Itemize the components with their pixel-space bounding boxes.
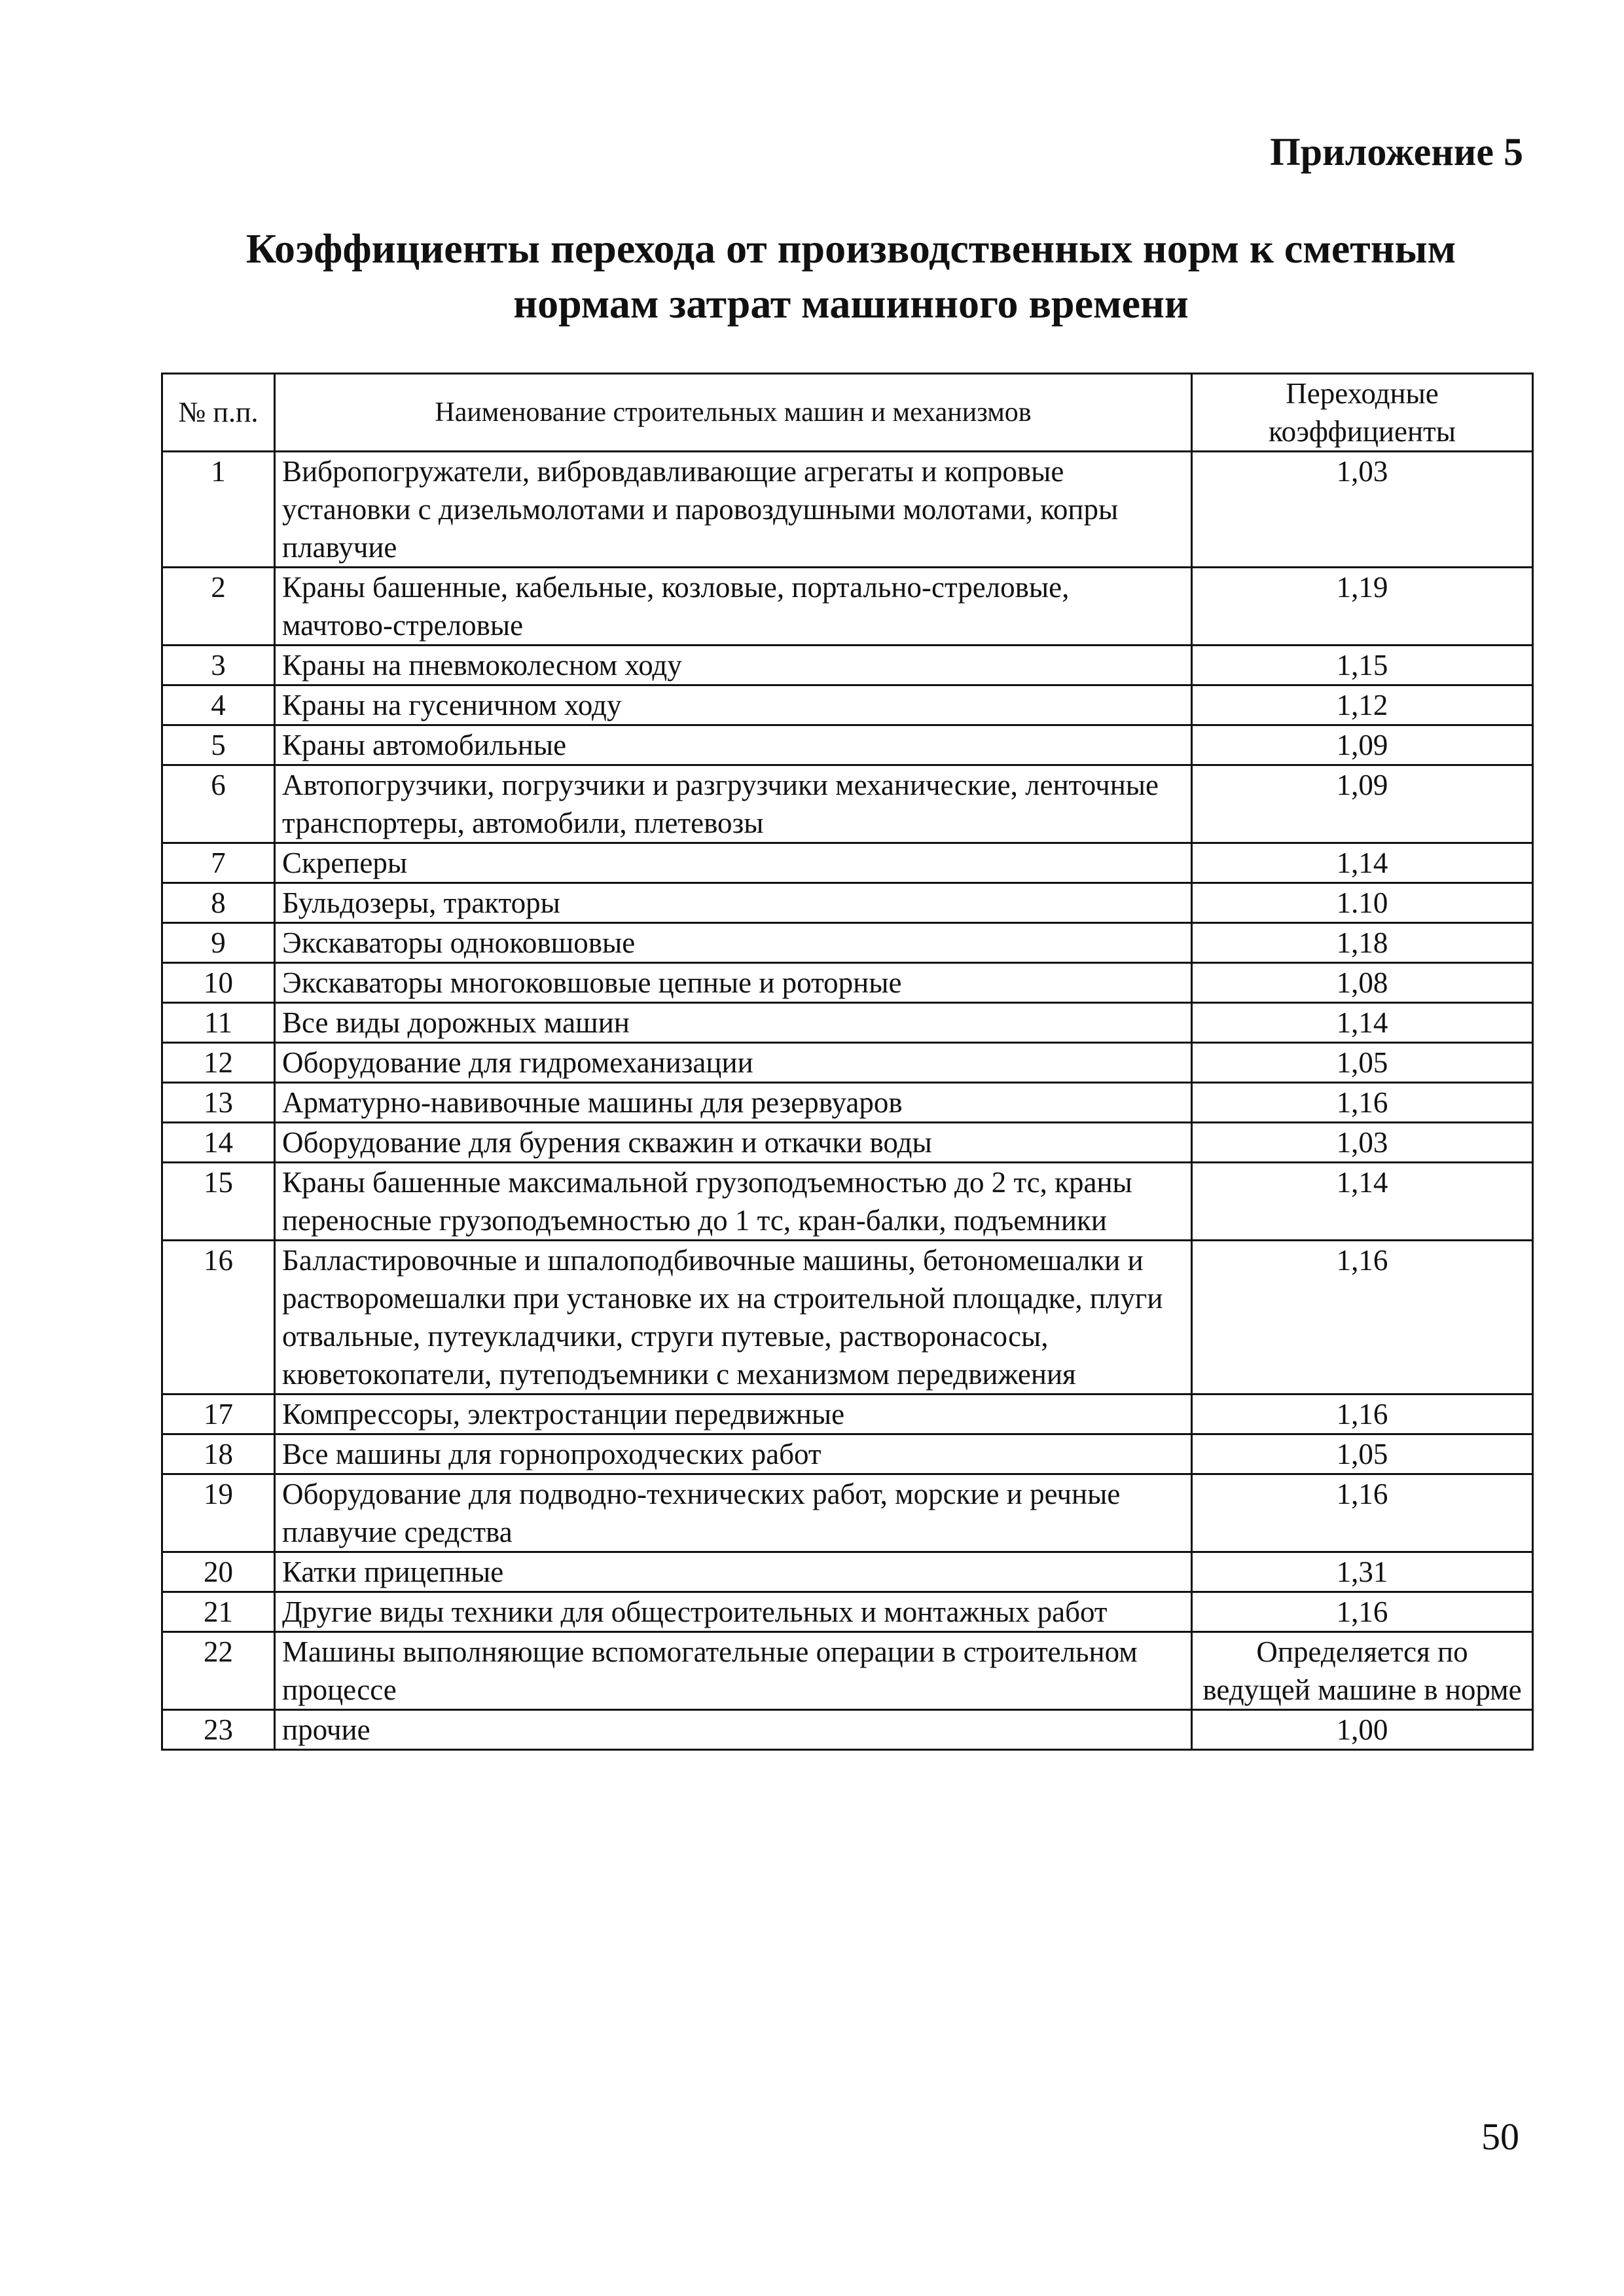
column-header-coef: Переходные коэффициенты <box>1192 374 1533 452</box>
machine-name: Краны башенные, кабельные, козловые, портально-стреловые, мачтово-стреловые <box>275 568 1192 646</box>
transition-coefficient: 1.10 <box>1192 883 1533 923</box>
machine-name: Другие виды техники для общестроительных и монтажных работ <box>275 1592 1192 1632</box>
transition-coefficient: 1,03 <box>1192 1123 1533 1163</box>
row-number: 14 <box>162 1123 275 1163</box>
machine-name: Скреперы <box>275 843 1192 883</box>
machine-name: Краны башенные максимальной грузоподъемностью до 2 тс, краны переносные грузоподъемностью до 1 тс, кран-балки, подъемники <box>275 1163 1192 1241</box>
machine-name: Машины выполняющие вспомогательные операции в строительном процессе <box>275 1632 1192 1710</box>
machine-name: Краны автомобильные <box>275 725 1192 765</box>
table-row <box>162 1123 1533 1163</box>
table-row <box>162 963 1533 1003</box>
column-header-name: Наименование строительных машин и механизмов <box>275 374 1192 452</box>
machine-name: Бульдозеры, тракторы <box>275 883 1192 923</box>
machine-name: Все виды дорожных машин <box>275 1003 1192 1043</box>
row-number: 2 <box>162 568 275 646</box>
transition-coefficient: 1,16 <box>1192 1592 1533 1632</box>
table-row <box>162 685 1533 725</box>
table-row <box>162 1163 1533 1241</box>
transition-coefficient: 1,16 <box>1192 1394 1533 1434</box>
machine-name: Автопогрузчики, погрузчики и разгрузчики механические, ленточные транспортеры, автомобили, плетевозы <box>275 765 1192 843</box>
transition-coefficient: 1,05 <box>1192 1434 1533 1474</box>
table-row <box>162 646 1533 685</box>
transition-coefficient: 1,18 <box>1192 923 1533 963</box>
transition-coefficient: 1,14 <box>1192 843 1533 883</box>
row-number: 8 <box>162 883 275 923</box>
coefficients-table <box>161 373 1534 1751</box>
machine-name: Все машины для горнопроходческих работ <box>275 1434 1192 1474</box>
machine-name: Оборудование для бурения скважин и откачки воды <box>275 1123 1192 1163</box>
row-number: 17 <box>162 1394 275 1434</box>
table-row <box>162 765 1533 843</box>
row-number: 7 <box>162 843 275 883</box>
transition-coefficient: 1,05 <box>1192 1043 1533 1083</box>
table-row <box>162 1394 1533 1434</box>
page-number: 50 <box>1481 2115 1519 2158</box>
table-row <box>162 1552 1533 1592</box>
machine-name: Арматурно-навивочные машины для резервуаров <box>275 1083 1192 1123</box>
transition-coefficient: 1,12 <box>1192 685 1533 725</box>
table-row <box>162 883 1533 923</box>
machine-name: Краны на гусеничном ходу <box>275 685 1192 725</box>
table-row <box>162 1083 1533 1123</box>
transition-coefficient: 1,31 <box>1192 1552 1533 1592</box>
transition-coefficient: Определяется по ведущей машине в норме <box>1192 1632 1533 1710</box>
title-line-2: нормам затрат машинного времени <box>513 280 1189 327</box>
column-header-num: № п.п. <box>162 374 275 452</box>
machine-name: Оборудование для подводно-технических работ, морские и речные плавучие средства <box>275 1474 1192 1552</box>
transition-coefficient: 1,00 <box>1192 1710 1533 1750</box>
row-number: 22 <box>162 1632 275 1710</box>
row-number: 21 <box>162 1592 275 1632</box>
table-row <box>162 1632 1533 1710</box>
table-row <box>162 1003 1533 1043</box>
table-row <box>162 1592 1533 1632</box>
transition-coefficient: 1,16 <box>1192 1474 1533 1552</box>
machine-name: Балластировочные и шпалоподбивочные машины, бетономешалки и растворомешалки при установке их на строительной площадке, плуги отвальные, путеукладчики, струги путевые, растворонасосы, кюветокопатели, путеподъемники с механизмом передвижения <box>275 1241 1192 1394</box>
row-number: 18 <box>162 1434 275 1474</box>
appendix-label: Приложение 5 <box>1270 130 1523 173</box>
table-row <box>162 1710 1533 1750</box>
row-number: 15 <box>162 1163 275 1241</box>
machine-name: Экскаваторы многоковшовые цепные и роторные <box>275 963 1192 1003</box>
row-number: 23 <box>162 1710 275 1750</box>
row-number: 5 <box>162 725 275 765</box>
table-row <box>162 568 1533 646</box>
table-row <box>162 1474 1533 1552</box>
machine-name: Вибропогружатели, вибровдавливающие агрегаты и копровые установки с дизельмолотами и паровоздушными молотами, копры плавучие <box>275 452 1192 568</box>
transition-coefficient: 1,16 <box>1192 1241 1533 1394</box>
transition-coefficient: 1,19 <box>1192 568 1533 646</box>
row-number: 19 <box>162 1474 275 1552</box>
table-row <box>162 1043 1533 1083</box>
row-number: 4 <box>162 685 275 725</box>
table-row <box>162 1434 1533 1474</box>
row-number: 12 <box>162 1043 275 1083</box>
row-number: 16 <box>162 1241 275 1394</box>
transition-coefficient: 1,09 <box>1192 765 1533 843</box>
title-line-1: Коэффициенты перехода от производственных норм к сметным <box>245 225 1456 272</box>
row-number: 13 <box>162 1083 275 1123</box>
transition-coefficient: 1,14 <box>1192 1163 1533 1241</box>
table-row <box>162 843 1533 883</box>
transition-coefficient: 1,15 <box>1192 646 1533 685</box>
row-number: 11 <box>162 1003 275 1043</box>
page-title <box>157 221 1545 331</box>
table-row <box>162 725 1533 765</box>
row-number: 10 <box>162 963 275 1003</box>
row-number: 20 <box>162 1552 275 1592</box>
transition-coefficient: 1,08 <box>1192 963 1533 1003</box>
row-number: 3 <box>162 646 275 685</box>
table-row <box>162 1241 1533 1394</box>
transition-coefficient: 1,16 <box>1192 1083 1533 1123</box>
machine-name: Оборудование для гидромеханизации <box>275 1043 1192 1083</box>
machine-name: Катки прицепные <box>275 1552 1192 1592</box>
row-number: 1 <box>162 452 275 568</box>
row-number: 6 <box>162 765 275 843</box>
table-row <box>162 923 1533 963</box>
machine-name: Компрессоры, электростанции передвижные <box>275 1394 1192 1434</box>
transition-coefficient: 1,14 <box>1192 1003 1533 1043</box>
transition-coefficient: 1,03 <box>1192 452 1533 568</box>
table-header-row <box>162 374 1533 452</box>
table-body <box>162 452 1533 1750</box>
table-row <box>162 452 1533 568</box>
machine-name: Экскаваторы одноковшовые <box>275 923 1192 963</box>
machine-name: Краны на пневмоколесном ходу <box>275 646 1192 685</box>
row-number: 9 <box>162 923 275 963</box>
machine-name: прочие <box>275 1710 1192 1750</box>
transition-coefficient: 1,09 <box>1192 725 1533 765</box>
